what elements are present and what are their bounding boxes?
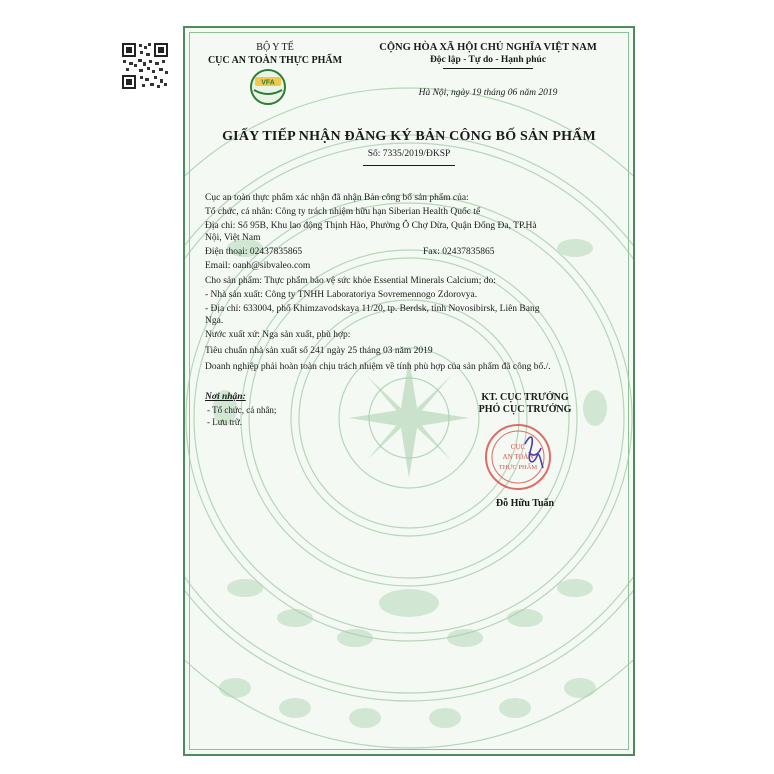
country-name: CỘNG HÒA XÃ HỘI CHỦ NGHĨA VIỆT NAM xyxy=(379,42,597,53)
logo-text: VFA xyxy=(261,79,275,87)
vfa-logo xyxy=(249,68,287,106)
recipient-item: - Tổ chức, cá nhân; xyxy=(207,405,277,415)
recipient-item: - Lưu trữ. xyxy=(207,417,242,427)
manufacturer: - Nhà sản xuất: Công ty TNHH Laboratoriya Sovremennogo Zdorovya. xyxy=(205,290,478,300)
stamp-text-bottom: THỰC PHẨM xyxy=(498,464,538,471)
signature-title-1: KT. CỤC TRƯỞNG xyxy=(481,392,569,403)
phone: Điện thoại: 02437835865 xyxy=(205,247,303,257)
recipients-label: Nơi nhận: xyxy=(205,392,246,402)
document-number: Số: 7335/2019/ĐKSP xyxy=(367,149,451,159)
manufacturer-address-1: - Địa chỉ: 633004, phố Khimzavodskaya 11/20, tp. Berdsk, tỉnh Novosibirsk, Liên Bang xyxy=(205,304,540,314)
document-title: GIẤY TIẾP NHẬN ĐĂNG KÝ BẢN CÔNG BỐ SẢN PHẨM xyxy=(222,129,596,144)
intro-text: Cục an toàn thực phẩm xác nhận đã nhận Bản công bố sản phẩm của: xyxy=(205,193,469,203)
stamp-text-top: CỤC xyxy=(510,443,526,451)
email: Email: oanh@sibvaleo.com xyxy=(205,261,311,271)
motto: Độc lập - Tự do - Hạnh phúc xyxy=(429,55,547,65)
standard: Tiêu chuẩn nhà sản xuất số 241 ngày 25 tháng 03 năm 2019 xyxy=(205,346,433,356)
certificate xyxy=(183,26,635,756)
origin: Nước xuất xứ: Nga sản xuất, phù hợp: xyxy=(205,330,351,340)
address-line-2: Nội, Việt Nam xyxy=(205,233,261,243)
issue-date: Hà Nội, ngày 19 tháng 06 năm 2019 xyxy=(418,88,558,98)
stamp-text-middle: AN TOÀN xyxy=(502,453,534,461)
address-line-1: Địa chỉ: Số 95B, Khu lao động Thịnh Hào, Phường Ô Chợ Dừa, Quận Đống Đa, TP.Hà xyxy=(205,221,537,231)
responsibility: Doanh nghiệp phải hoàn toàn chịu trách nhiệm về tính phù hợp của sản phẩm đã công bố./. xyxy=(205,362,551,372)
signature-title-2: PHÓ CỤC TRƯỞNG xyxy=(478,404,572,415)
product: Cho sản phẩm: Thực phẩm bảo vệ sức khỏe Essential Minerals Calcium; do: xyxy=(205,276,496,286)
ministry-name: BỘ Y TẾ xyxy=(256,42,294,53)
motto-underline xyxy=(443,68,533,69)
organization: Tổ chức, cá nhân: Công ty trách nhiệm hữu hạn Siberian Health Quốc tế xyxy=(205,207,481,217)
agency-name: CỤC AN TOÀN THỰC PHẨM xyxy=(207,55,343,66)
signer-name: Đỗ Hữu Tuấn xyxy=(495,498,555,509)
official-stamp xyxy=(483,422,553,492)
number-underline xyxy=(363,165,455,166)
manufacturer-address-2: Nga. xyxy=(205,316,224,326)
fax: Fax: 02437835865 xyxy=(423,247,495,257)
qr-code xyxy=(121,42,169,90)
